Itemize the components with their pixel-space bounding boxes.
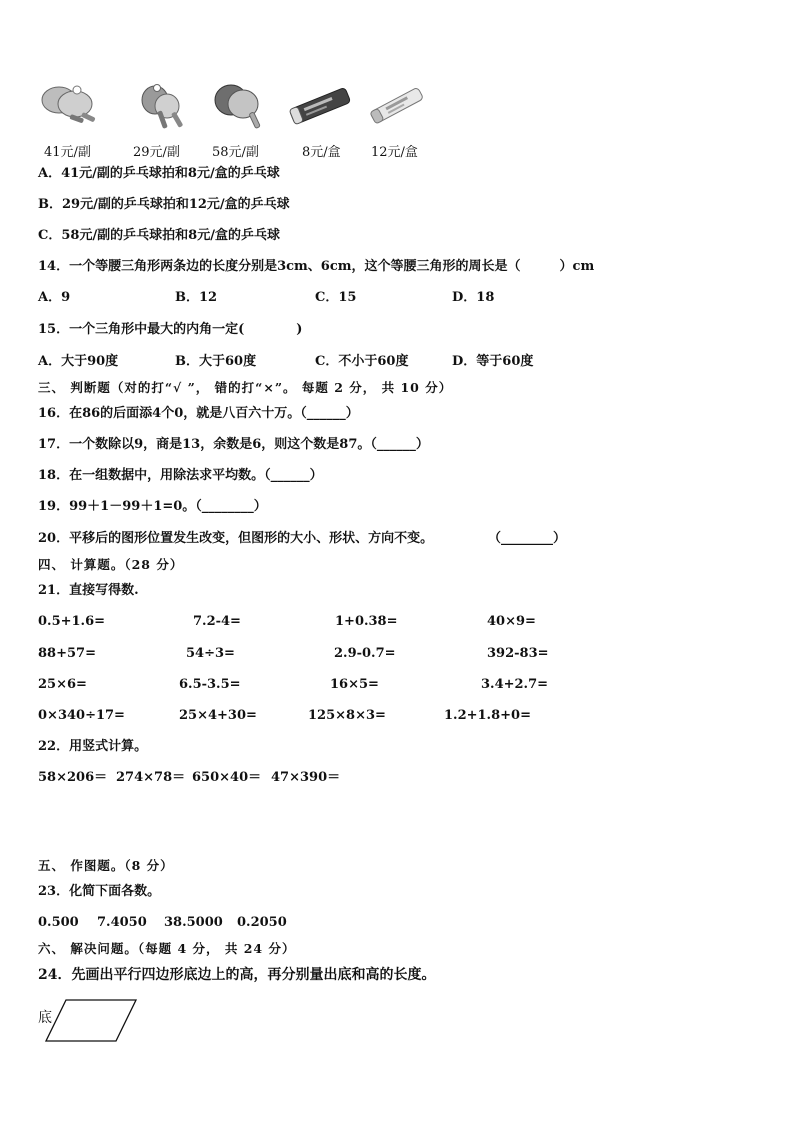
calc-item: 54÷3=: [186, 646, 235, 661]
calc-item: 1.2+1.8+0=: [444, 708, 531, 723]
product-3: [202, 80, 272, 136]
q16: 16．在86的后面添4个0，就是八百六十万。（______）: [38, 406, 359, 421]
calc-item: 1+0.38=: [335, 614, 398, 629]
q24-stem: 24．先画出平行四边形底边上的高，再分别量出底和高的长度。: [38, 967, 436, 983]
ball-tube-dark-icon: [284, 80, 356, 132]
q15-option-a: A．大于90度: [38, 354, 119, 369]
calc-item: 125×8×3=: [308, 708, 386, 723]
q21-stem: 21．直接写得数.: [38, 583, 139, 598]
section-6-heading: 六、 解决问题。（每题 4 分， 共 24 分）: [38, 941, 296, 956]
ping-pong-paddle-ball-icon: [125, 80, 189, 136]
q15-option-c: C．不小于60度: [315, 354, 409, 369]
q13-option-c: C．58元/副的乒乓球拍和8元/盒的乒乓球: [38, 228, 280, 243]
q14-option-b: B．12: [175, 290, 218, 305]
q15-stem: 15．一个三角形中最大的内角一定( ): [38, 322, 303, 337]
calc-item: 16×5=: [330, 677, 379, 692]
price-label-4: 8元/盒: [302, 145, 341, 160]
q20: 20．平移后的图形位置发生改变，但图形的大小、形状、方向不变。: [38, 531, 434, 546]
simplify-item: 38.5000: [164, 915, 223, 930]
section-5-heading: 五、 作图题。（8 分）: [38, 858, 174, 873]
calc-item: 25×6=: [38, 677, 87, 692]
ball-tube-light-icon: [362, 80, 432, 132]
q14-stem: 14．一个等腰三角形两条边的长度分别是3cm、6cm，这个等腰三角形的周长是（ ）cm: [38, 259, 595, 274]
price-label-5: 12元/盒: [371, 145, 418, 160]
vertical-calc-item: 274×78＝: [116, 770, 186, 785]
calc-item: 6.5-3.5=: [179, 677, 241, 692]
section-3-heading: 三、 判断题（对的打“√ ”， 错的打“×”。 每题 2 分， 共 10 分）: [38, 380, 453, 395]
q23-stem: 23．化简下面各数。: [38, 884, 161, 899]
base-label: 底: [38, 1010, 52, 1026]
calc-item: 25×4+30=: [179, 708, 257, 723]
calc-item: 392-83=: [487, 646, 549, 661]
calc-item: 40×9=: [487, 614, 536, 629]
vertical-calc-item: 58×206＝: [38, 770, 108, 785]
calc-item: 88+57=: [38, 646, 96, 661]
price-label-3: 58元/副: [212, 145, 259, 160]
simplify-item: 0.500: [38, 915, 79, 930]
product-2: [122, 80, 192, 136]
simplify-item: 7.4050: [97, 915, 147, 930]
calc-item: 0×340÷17=: [38, 708, 125, 723]
q18: 18．在一组数据中，用除法求平均数。（______）: [38, 468, 323, 483]
calc-item: 2.9-0.7=: [334, 646, 396, 661]
ping-pong-paddle-pair-icon: [37, 80, 101, 130]
calc-item: 7.2-4=: [193, 614, 241, 629]
simplify-item: 0.2050: [237, 915, 287, 930]
q13-option-a: A．41元/副的乒乓球拍和8元/盒的乒乓球: [38, 166, 280, 181]
q19: 19．99＋1－99＋1=0。（________）: [38, 499, 267, 514]
ping-pong-paddle-dark-icon: [205, 80, 269, 136]
section-4-heading: 四、 计算题。（28 分）: [38, 557, 184, 572]
vertical-calc-item: 47×390＝: [271, 770, 341, 785]
calc-item: 3.4+2.7=: [481, 677, 549, 692]
product-5: [362, 80, 432, 132]
product-4: [284, 80, 354, 132]
q15-option-b: B．大于60度: [175, 354, 257, 369]
q14-option-a: A．9: [38, 290, 71, 305]
price-label-1: 41元/副: [44, 145, 91, 160]
parallelogram-figure: [44, 998, 140, 1044]
calc-item: 0.5+1.6=: [38, 614, 106, 629]
q15-option-d: D．等于60度: [452, 354, 534, 369]
q22-stem: 22．用竖式计算。: [38, 739, 148, 754]
price-label-2: 29元/副: [133, 145, 180, 160]
vertical-calc-item: 650×40＝: [192, 770, 262, 785]
q20-blank: （________）: [488, 531, 567, 546]
q14-option-d: D．18: [452, 290, 495, 305]
q17: 17．一个数除以9，商是13，余数是6，则这个数是87。（______）: [38, 437, 429, 452]
q14-option-c: C．15: [315, 290, 357, 305]
q13-option-b: B．29元/副的乒乓球拍和12元/盒的乒乓球: [38, 197, 290, 212]
product-1: [34, 80, 104, 130]
